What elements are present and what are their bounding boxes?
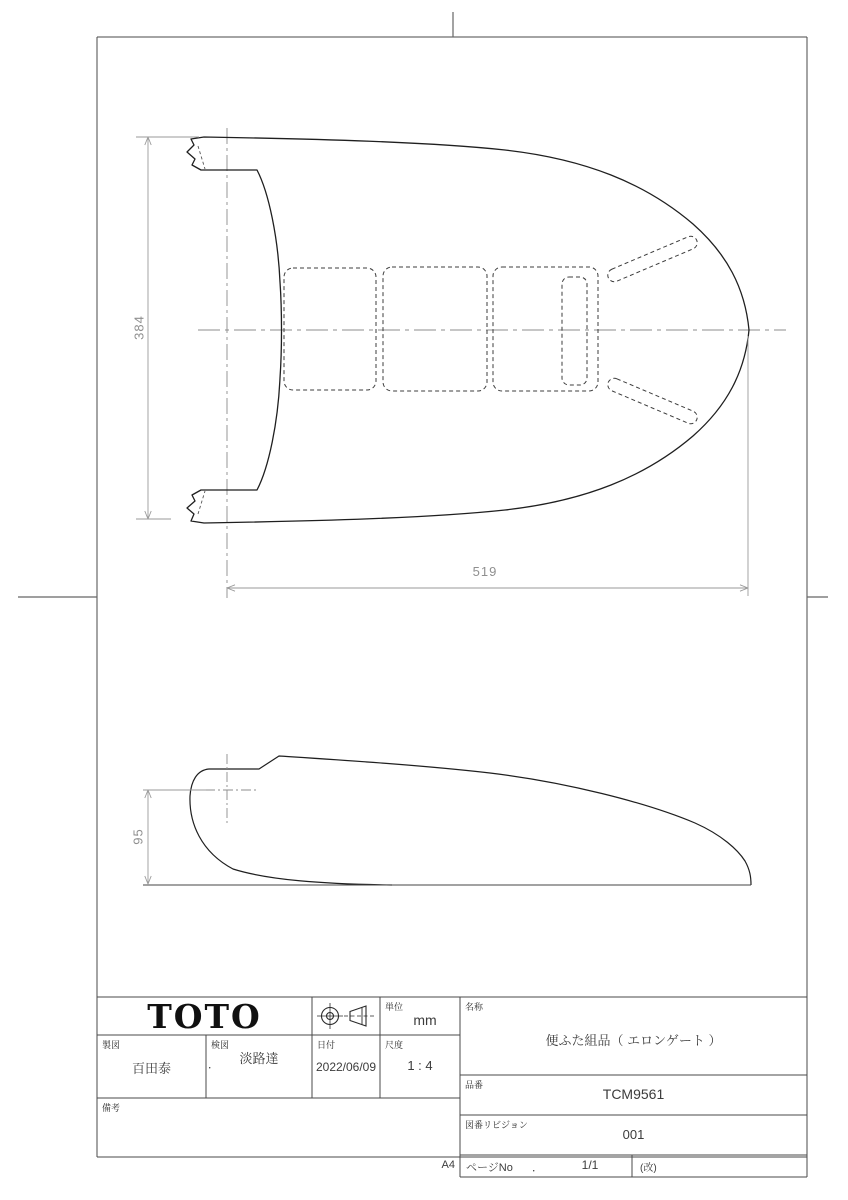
page-number-dot: ．	[532, 1162, 543, 1174]
unit-label: 単位	[385, 1002, 404, 1012]
scale-value: 1 : 4	[407, 1058, 433, 1073]
side-view-profile	[190, 756, 751, 885]
revision-value: 001	[622, 1127, 645, 1142]
drafter-value: 百田泰	[131, 1061, 171, 1076]
dimension-label-384: 384	[131, 315, 147, 340]
dimension-label-519: 519	[472, 564, 498, 579]
page-number-label: ページNo	[466, 1162, 513, 1174]
drafter-label: 製図	[102, 1040, 121, 1050]
part-name-label: 名称	[465, 1002, 484, 1012]
checker-value: 淡路達	[239, 1051, 279, 1066]
part-name-value: 便ふた組品（ エロンゲート ）	[545, 1033, 722, 1048]
date-value: 2022/06/09	[315, 1060, 377, 1074]
checker-dot: ．	[208, 1059, 219, 1071]
side-view	[143, 754, 751, 885]
scale-label: 尺度	[385, 1040, 404, 1050]
remarks-label: 備考	[102, 1103, 121, 1113]
dimension-label-95: 95	[130, 828, 146, 845]
dimension-95	[143, 790, 206, 884]
revision-mark-label: (改)	[640, 1163, 657, 1174]
paper-size-label: A4	[441, 1159, 455, 1171]
part-number-label: 品番	[465, 1080, 484, 1090]
revision-label: 図番リビジョン	[465, 1120, 528, 1130]
top-view	[136, 128, 786, 598]
toto-logo: TOTO	[147, 997, 262, 1036]
checker-label: 検図	[211, 1040, 230, 1050]
part-number-value: TCM9561	[602, 1086, 665, 1102]
third-angle-projection-icon	[317, 1003, 376, 1029]
unit-value: mm	[413, 1012, 437, 1028]
page-number-value: 1/1	[581, 1158, 599, 1172]
date-label: 日付	[317, 1040, 336, 1050]
